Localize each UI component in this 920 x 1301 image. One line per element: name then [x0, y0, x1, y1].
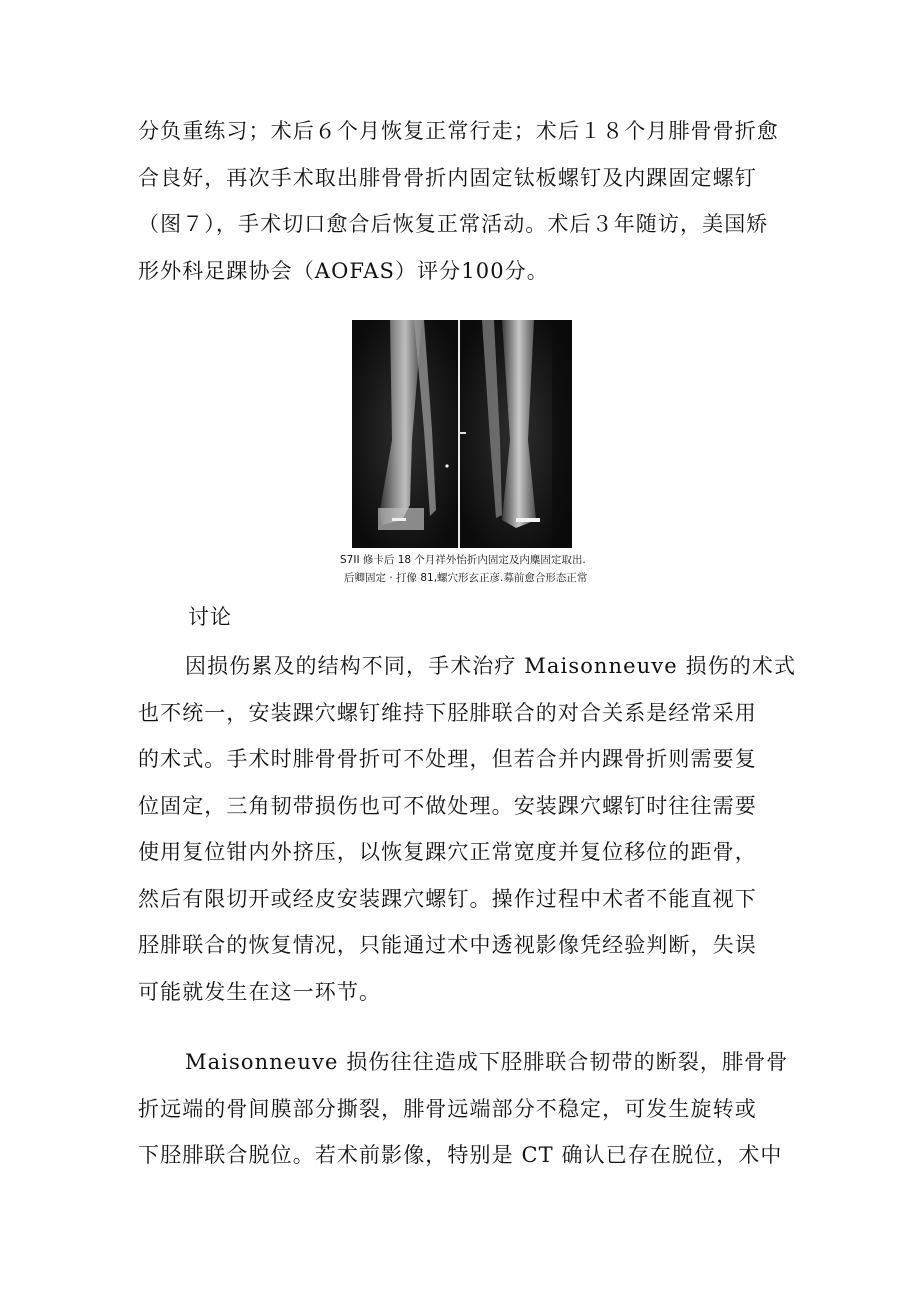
section-heading: 讨论 — [188, 605, 232, 629]
text-line: 分负重练习；术后６个月恢复正常行走；术后１８个月腓骨骨折愈 — [138, 119, 779, 143]
text-line: 的术式。手术时腓骨骨折可不处理，但若合并内踝骨折则需要复 — [138, 747, 757, 771]
paragraph-2 — [138, 643, 797, 1015]
text-line: Maisonneuve 损伤往往造成下胫腓联合韧带的断裂，腓骨骨 — [185, 1050, 789, 1074]
text-line: 可能就发生在这一环节。 — [138, 979, 382, 1004]
text-line: 形外科足踝协会（AOFAS）评分100分。 — [138, 258, 549, 283]
text-line: 因损伤累及的结构不同，手术治疗 Maisonneuve 损伤的术式 — [185, 654, 797, 678]
text-line: 下胫腓联合脱位。若术前影像，特别是 CT 确认已存在脱位，术中 — [138, 1143, 783, 1167]
text-line: 也不统一，安装踝穴螺钉维持下胫腓联合的对合关系是经常采用 — [138, 700, 757, 725]
text-line: 使用复位钳内外挤压，以恢复踝穴正常宽度并复位移位的距骨， — [138, 840, 757, 864]
text-line: 然后有限切开或经皮安装踝穴螺钉。操作过程中术者不能直视下 — [138, 886, 757, 911]
xray-image — [352, 320, 572, 548]
figure-caption-line-2: 后卿固定 · 打像 81,螺穴形玄正彦.募前愈合形态正常 — [344, 572, 588, 584]
text-line: 位固定，三角韧带损伤也可不做处理。安装踝穴螺钉时往往需要 — [138, 793, 757, 818]
text-line: 胫腓联合的恢复情况，只能通过术中透视影像凭经验判断，失误 — [138, 933, 757, 957]
text-line: 合良好，再次手术取出腓骨骨折内固定钛板螺钉及内踝固定螺钉 — [138, 165, 757, 190]
paragraph-1 — [138, 108, 794, 294]
text-line: （图７），手术切口愈合后恢复正常活动。术后３年随访，美国矫 — [138, 212, 769, 236]
text-line: 折远端的骨间膜部分撕裂，腓骨远端部分不稳定，可发生旋转或 — [138, 1096, 757, 1121]
figure-caption-line-1: S7II 修卡后 18 个月祥外怡折内固定及内麋固定取出. — [340, 554, 586, 566]
paragraph-3 — [138, 1039, 794, 1179]
xray-figure — [352, 320, 572, 550]
